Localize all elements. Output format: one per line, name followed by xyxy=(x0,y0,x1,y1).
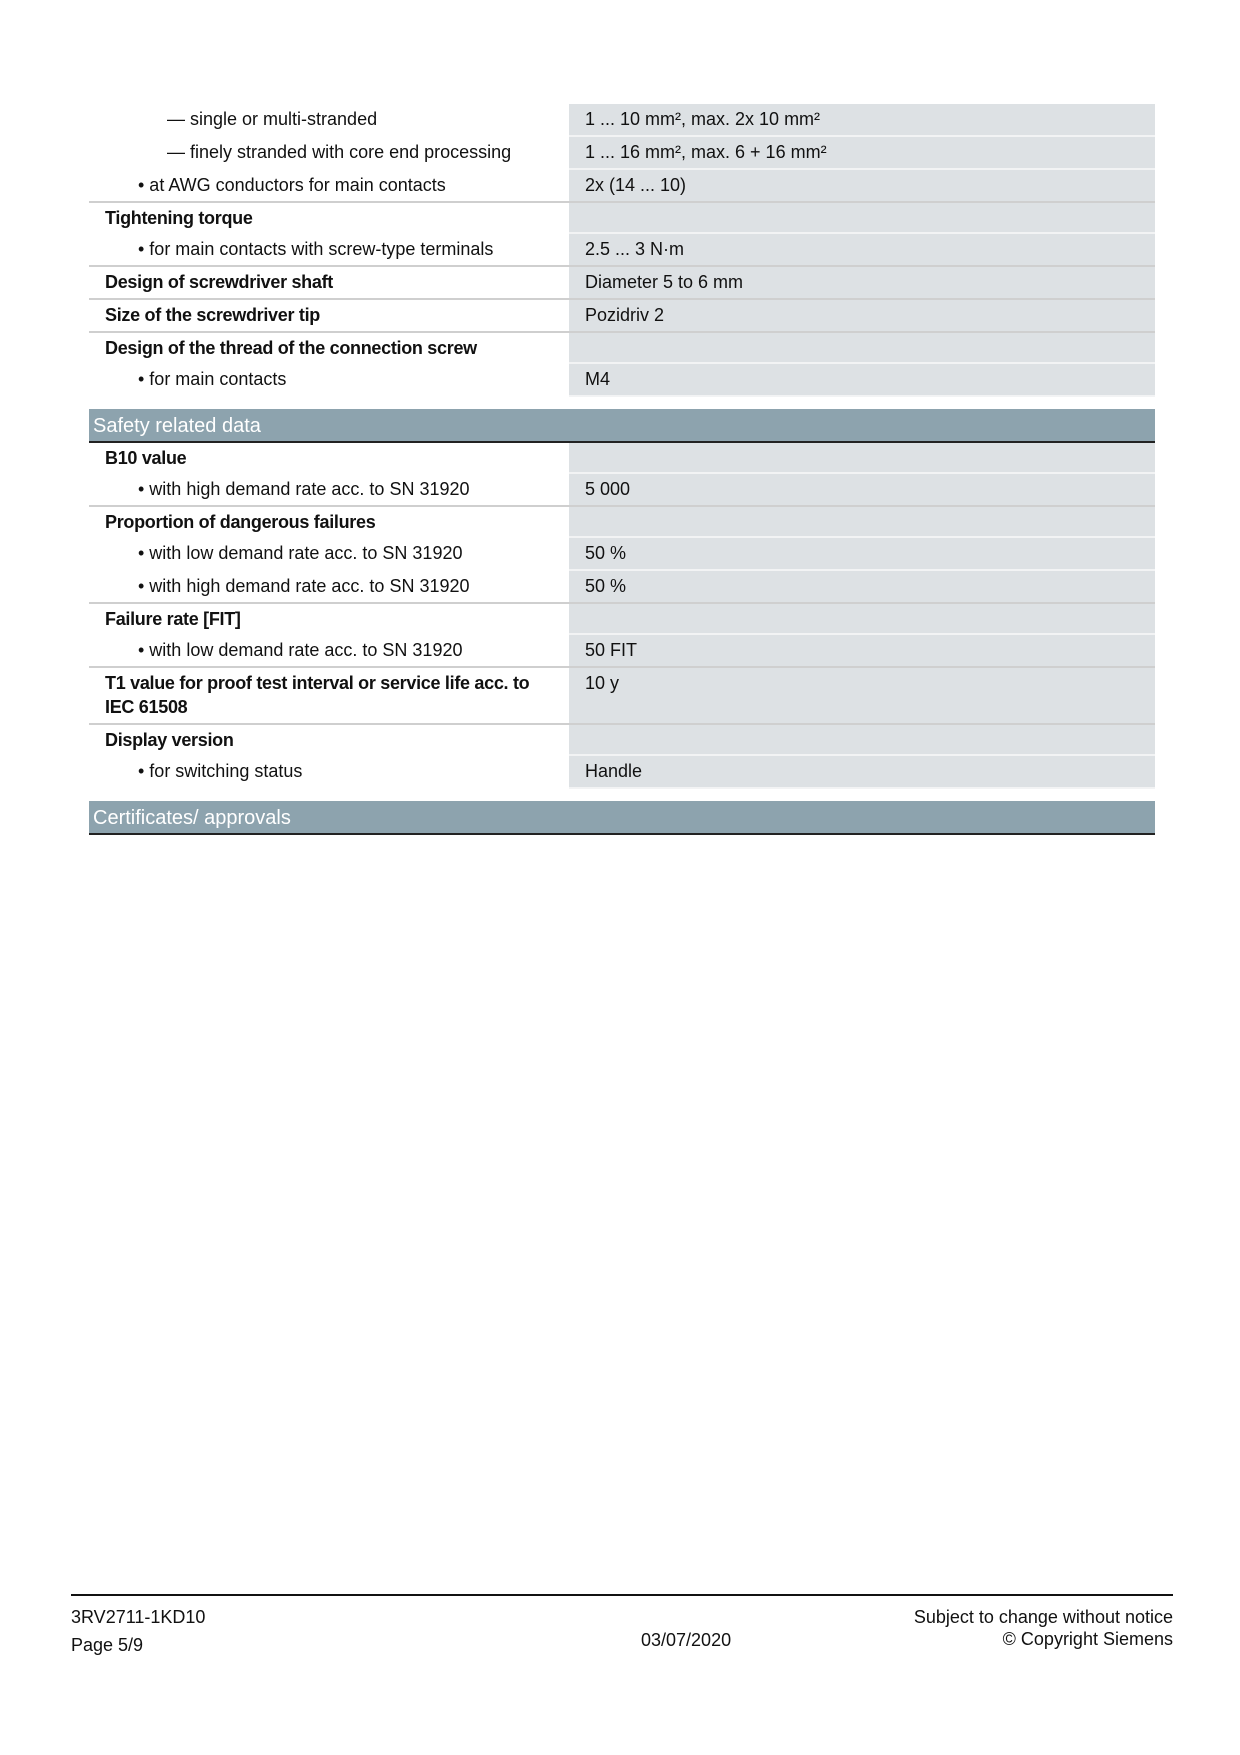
screwdriver-tip-group xyxy=(89,300,1155,333)
spec-label: — single or multi-stranded xyxy=(167,109,378,129)
page-number: Page 5/9 xyxy=(71,1635,144,1655)
spec-row xyxy=(89,756,1155,789)
display-version-group xyxy=(89,725,1155,789)
copyright: © Copyright Siemens xyxy=(1002,1629,1173,1649)
spec-value: Pozidriv 2 xyxy=(569,300,1155,331)
spec-title: Tightening torque xyxy=(105,208,253,228)
spec-row xyxy=(89,300,1155,331)
spec-row xyxy=(89,203,1155,234)
spec-value-empty xyxy=(569,203,1155,234)
spec-value-empty xyxy=(569,443,1155,474)
b10-group xyxy=(89,443,1155,507)
spec-title: Design of the thread of the connection screw xyxy=(105,338,477,358)
spec-value: 1 ... 16 mm², max. 6 + 16 mm² xyxy=(569,137,1155,170)
change-notice: Subject to change without notice xyxy=(913,1607,1173,1627)
footer-date: 03/07/2020 xyxy=(641,1630,732,1650)
spec-row xyxy=(89,725,1155,756)
spec-title: Size of the screwdriver tip xyxy=(105,305,320,325)
spec-row xyxy=(89,333,1155,364)
spec-value-empty xyxy=(569,507,1155,538)
footer-right xyxy=(914,1606,1173,1650)
spec-value-empty xyxy=(569,333,1155,364)
spec-title: Failure rate [FIT] xyxy=(105,609,241,629)
spec-value-empty xyxy=(569,604,1155,635)
product-number: 3RV2711-1KD10 xyxy=(71,1607,206,1627)
datasheet-table xyxy=(89,104,1155,835)
spec-row xyxy=(89,668,1155,723)
spec-value: 2x (14 ... 10) xyxy=(569,170,1155,201)
spec-value: 50 FIT xyxy=(569,635,1155,666)
spec-title-line: T1 value for proof test interval or service life acc. to xyxy=(105,673,530,693)
tightening-torque-group xyxy=(89,203,1155,267)
spec-title: Proportion of dangerous failures xyxy=(105,512,376,532)
spec-row xyxy=(89,364,1155,397)
failure-rate-group xyxy=(89,604,1155,668)
dangerous-failures-group xyxy=(89,507,1155,604)
spec-row xyxy=(89,474,1155,505)
spec-title: Display version xyxy=(105,730,234,750)
section-heading-safety: Safety related data xyxy=(89,409,1155,443)
spec-row xyxy=(89,137,1155,170)
conductor-cross-section-group xyxy=(89,104,1155,203)
spec-row xyxy=(89,538,1155,571)
spec-title xyxy=(89,668,569,723)
spec-label: • for main contacts with screw-type terminals xyxy=(138,239,494,259)
spec-row xyxy=(89,267,1155,298)
spec-value-empty xyxy=(569,725,1155,756)
spec-value: 2.5 ... 3 N·m xyxy=(569,234,1155,265)
spec-row xyxy=(89,635,1155,666)
spec-label: • with low demand rate acc. to SN 31920 xyxy=(138,543,463,563)
footer-left xyxy=(71,1606,205,1656)
spec-row xyxy=(89,104,1155,137)
spec-row xyxy=(89,604,1155,635)
spec-row xyxy=(89,170,1155,201)
spec-label: — finely stranded with core end processing xyxy=(167,142,512,162)
thread-group xyxy=(89,333,1155,397)
spec-title: Design of screwdriver shaft xyxy=(105,272,333,292)
spec-value: 50 % xyxy=(569,538,1155,571)
spec-label: • at AWG conductors for main contacts xyxy=(138,175,446,195)
spec-value: 50 % xyxy=(569,571,1155,602)
spec-value: Handle xyxy=(569,756,1155,789)
spec-row xyxy=(89,507,1155,538)
spec-value: 10 y xyxy=(569,668,1155,723)
screwdriver-shaft-group xyxy=(89,267,1155,300)
spec-value: 5 000 xyxy=(569,474,1155,505)
spec-title: B10 value xyxy=(105,448,187,468)
spec-row xyxy=(89,571,1155,602)
spec-value: Diameter 5 to 6 mm xyxy=(569,267,1155,298)
spec-value: 1 ... 10 mm², max. 2x 10 mm² xyxy=(569,104,1155,137)
spec-row xyxy=(89,234,1155,265)
spec-title-line: IEC 61508 xyxy=(105,697,188,717)
page-footer xyxy=(71,1594,1173,1655)
section-heading-certificates: Certificates/ approvals xyxy=(89,801,1155,835)
spec-label: • for main contacts xyxy=(138,369,287,389)
t1-value-group xyxy=(89,668,1155,725)
spec-label: • with high demand rate acc. to SN 31920 xyxy=(138,576,470,596)
spec-label: • with high demand rate acc. to SN 31920 xyxy=(138,479,470,499)
spec-label: • with low demand rate acc. to SN 31920 xyxy=(138,640,463,660)
spec-value: M4 xyxy=(569,364,1155,397)
spec-row xyxy=(89,443,1155,474)
spec-label: • for switching status xyxy=(138,761,303,781)
